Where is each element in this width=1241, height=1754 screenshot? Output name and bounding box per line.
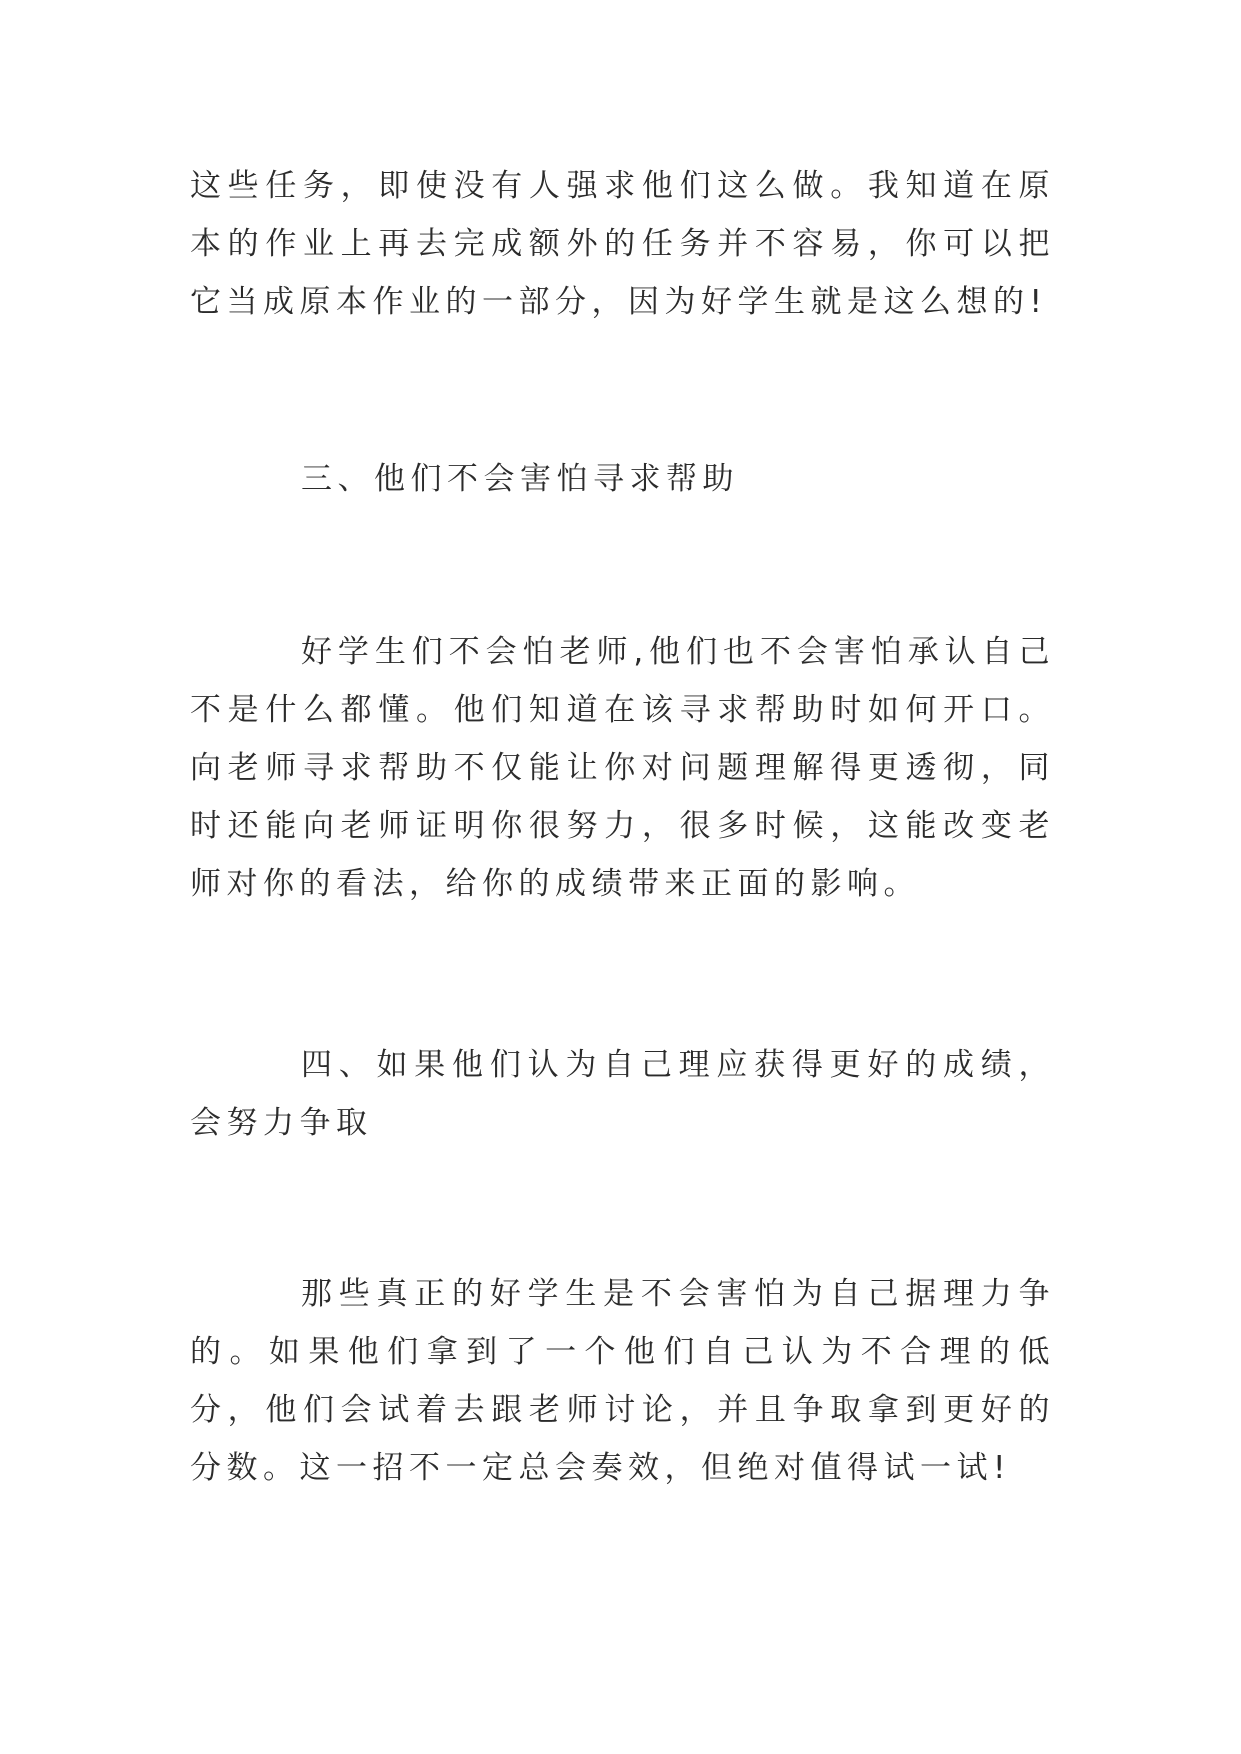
section-heading-4: 四、如果他们认为自己理应获得更好的成绩，会努力争取 [190,1047,1055,1141]
paragraph-continued: 这些任务，即使没有人强求他们这么做。我知道在原本的作业上再去完成额外的任务并不容易，你可以把它当成原本作业的一部分，因为好学生就是这么想的! [190,168,1055,320]
paragraph-section-3: 好学生们不会怕老师,他们也不会害怕承认自己不是什么都懂。他们知道在该寻求帮助时如何开口。向老师寻求帮助不仅能让你对问题理解得更透彻，同时还能向老师证明你很努力，很多时候，这能改变老师对你的看法，给你的成绩带来正面的影响。 [190,634,1055,902]
paragraph-section-4: 那些真正的好学生是不会害怕为自己据理力争的。如果他们拿到了一个他们自己认为不合理的低分，他们会试着去跟老师讨论，并且争取拿到更好的分数。这一招不一定总会奏效，但绝对值得试一试! [190,1276,1055,1486]
section-heading-3: 三、他们不会害怕寻求帮助 [301,461,739,497]
